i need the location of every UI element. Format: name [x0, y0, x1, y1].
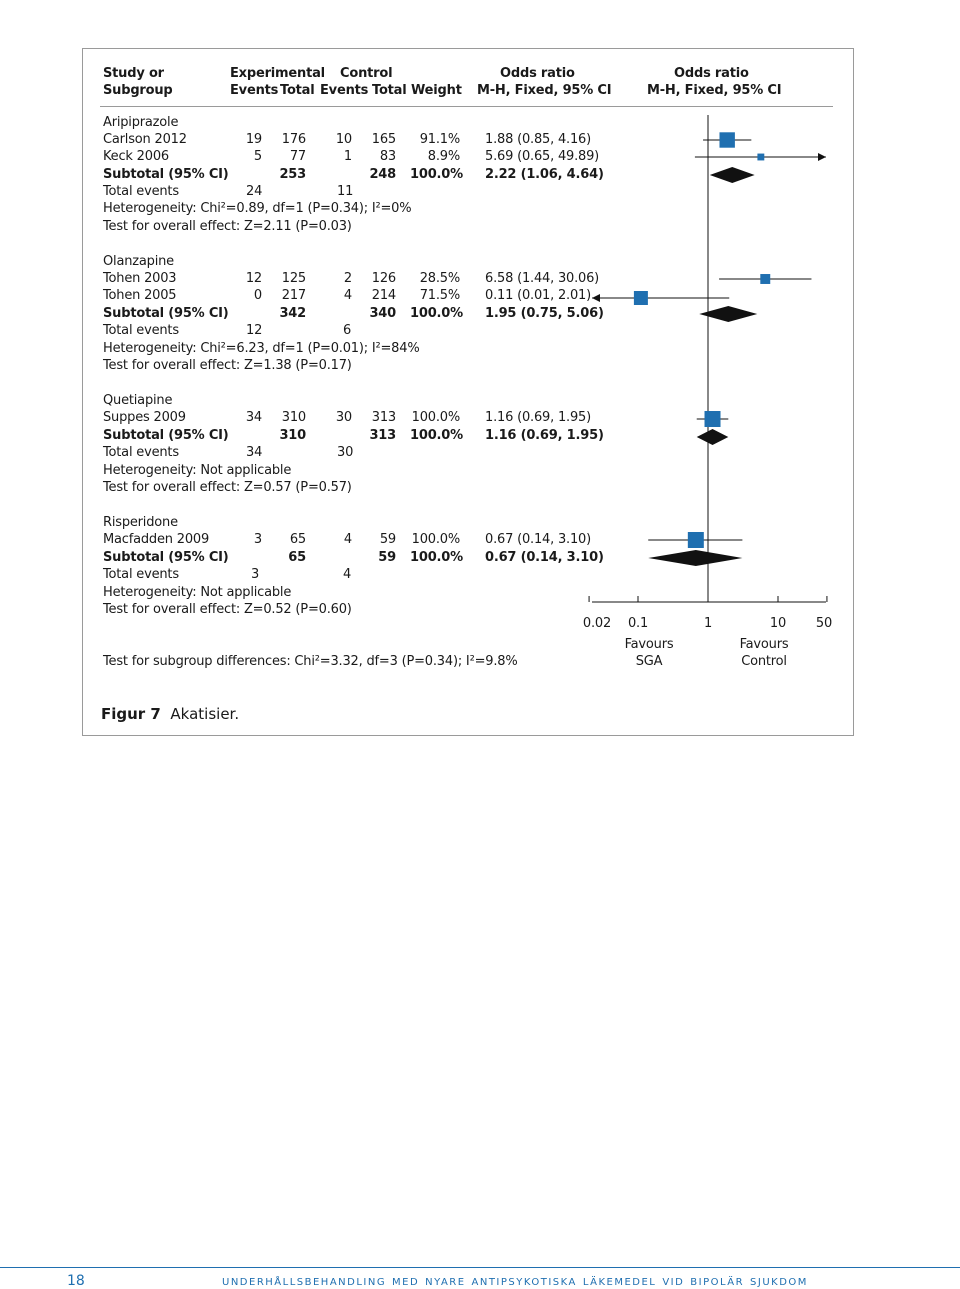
or-ci: 1.88 (0.85, 4.16)	[485, 132, 591, 147]
study-marker	[705, 411, 721, 427]
header-exp-events: Events	[230, 83, 279, 98]
subtotal-ci: 2.22 (1.06, 4.64)	[485, 167, 604, 182]
header-or-sub-2: M-H, Fixed, 95% CI	[647, 83, 782, 98]
exp-events: 19	[245, 132, 262, 147]
x-tick-label: 0.02	[582, 616, 612, 631]
subtotal-exp-total: 342	[279, 306, 306, 321]
total-events-exp: 34	[246, 445, 263, 460]
favours-right-line2: Control	[741, 654, 787, 669]
subtotal-ctrl-total: 248	[369, 167, 396, 182]
total-events-exp: 24	[246, 184, 263, 199]
overall-effect: Test for overall effect: Z=2.11 (P=0.03)	[103, 219, 352, 234]
subtotal-weight: 100.0%	[410, 167, 463, 182]
running-title: underhållsbehandling med nyare antipsykotiska läkemedel vid bipolär sjukdom	[222, 1273, 808, 1289]
study-name: Tohen 2003	[103, 271, 177, 286]
ctrl-total: 126	[371, 271, 396, 286]
weight: 100.0%	[411, 532, 460, 547]
or-ci: 0.11 (0.01, 2.01)	[485, 288, 591, 303]
subtotal-ctrl-total: 59	[378, 550, 396, 565]
header-or-sub-1: M-H, Fixed, 95% CI	[477, 83, 612, 98]
ctrl-events: 4	[343, 288, 352, 303]
x-tick-label: 1	[703, 616, 713, 631]
page-number: 18	[67, 1273, 85, 1289]
x-tick-label: 50	[815, 616, 833, 631]
figure-caption-text: Akatisier.	[170, 705, 240, 723]
study-name: Macfadden 2009	[103, 532, 210, 547]
ctrl-events: 1	[343, 149, 352, 164]
study-name: Carlson 2012	[103, 132, 187, 147]
total-events-label: Total events	[103, 184, 179, 199]
total-events-ctrl: 4	[343, 567, 352, 582]
study-name: Keck 2006	[103, 149, 169, 164]
figure-caption	[101, 705, 239, 723]
subtotal-exp-total: 310	[279, 428, 306, 443]
ci-arrow-left	[592, 294, 600, 302]
exp-total: 176	[281, 132, 306, 147]
ctrl-events: 30	[335, 410, 352, 425]
weight: 100.0%	[411, 410, 460, 425]
weight: 8.9%	[427, 149, 460, 164]
subtotal-ci: 0.67 (0.14, 3.10)	[485, 550, 604, 565]
group-name: Quetiapine	[103, 393, 173, 408]
study-name: Tohen 2005	[103, 288, 177, 303]
total-events-label: Total events	[103, 445, 179, 460]
header-or-title-2: Odds ratio	[674, 66, 749, 81]
exp-total: 77	[289, 149, 306, 164]
subtotal-weight: 100.0%	[410, 550, 463, 565]
weight: 91.1%	[419, 132, 460, 147]
total-events-exp: 12	[246, 323, 263, 338]
figure-label: Figur 7	[101, 705, 161, 723]
subtotal-ctrl-total: 340	[369, 306, 396, 321]
subtotal-ctrl-total: 313	[369, 428, 396, 443]
header-experimental: Experimental	[230, 66, 325, 81]
ctrl-total: 59	[379, 532, 396, 547]
subtotal-ci: 1.16 (0.69, 1.95)	[485, 428, 604, 443]
ctrl-events: 10	[335, 132, 352, 147]
header-weight: Weight	[411, 83, 462, 98]
subtotal-diamond	[697, 429, 729, 445]
subtotal-diamond	[648, 550, 742, 566]
exp-events: 3	[253, 532, 262, 547]
total-events-ctrl: 6	[343, 323, 352, 338]
header-ctrl-events: Events	[320, 83, 369, 98]
exp-events: 34	[245, 410, 262, 425]
exp-total: 65	[289, 532, 306, 547]
total-events-label: Total events	[103, 567, 179, 582]
subtotal-weight: 100.0%	[410, 306, 463, 321]
exp-events: 0	[253, 288, 262, 303]
ctrl-total: 313	[371, 410, 396, 425]
total-events-ctrl: 30	[337, 445, 354, 460]
exp-events: 5	[253, 149, 262, 164]
header-or-title-1: Odds ratio	[500, 66, 575, 81]
heterogeneity: Heterogeneity: Chi²=6.23, df=1 (P=0.01); I²=84%	[103, 341, 420, 356]
total-events-label: Total events	[103, 323, 179, 338]
exp-total: 217	[281, 288, 306, 303]
weight: 71.5%	[419, 288, 460, 303]
weight: 28.5%	[419, 271, 460, 286]
or-ci: 5.69 (0.65, 49.89)	[485, 149, 600, 164]
study-name: Suppes 2009	[103, 410, 186, 425]
subtotal-ci: 1.95 (0.75, 5.06)	[485, 306, 604, 321]
footer-rule	[0, 1267, 960, 1268]
subgroup-differences-test: Test for subgroup differences: Chi²=3.32, df=3 (P=0.34); I²=9.8%	[103, 654, 518, 669]
x-tick-label: 0.1	[627, 616, 649, 631]
ctrl-total: 83	[379, 149, 396, 164]
x-tick-label: 10	[769, 616, 787, 631]
ctrl-events: 4	[343, 532, 352, 547]
study-marker	[719, 132, 734, 147]
study-marker	[760, 274, 770, 284]
heterogeneity: Heterogeneity: Not applicable	[103, 585, 292, 600]
favours-right-line1: Favours	[739, 637, 789, 652]
subtotal-label: Subtotal (95% CI)	[103, 428, 229, 443]
subtotal-weight: 100.0%	[410, 428, 463, 443]
subtotal-exp-total: 65	[288, 550, 306, 565]
header-ctrl-total: Total	[372, 83, 407, 98]
total-events-exp: 3	[251, 567, 260, 582]
or-ci: 0.67 (0.14, 3.10)	[485, 532, 591, 547]
subtotal-label: Subtotal (95% CI)	[103, 306, 229, 321]
group-name: Olanzapine	[103, 254, 174, 269]
subtotal-exp-total: 253	[279, 167, 306, 182]
overall-effect: Test for overall effect: Z=1.38 (P=0.17)	[103, 358, 352, 373]
header-study-or: Study or	[103, 66, 164, 81]
study-marker	[757, 154, 764, 161]
favours-left-line1: Favours	[624, 637, 674, 652]
header-subgroup: Subgroup	[103, 83, 173, 98]
total-events-ctrl: 11	[337, 184, 354, 199]
exp-total: 125	[281, 271, 306, 286]
subtotal-diamond	[710, 167, 755, 183]
heterogeneity: Heterogeneity: Chi²=0.89, df=1 (P=0.34); I²=0%	[103, 201, 412, 216]
group-name: Aripiprazole	[103, 115, 179, 130]
or-ci: 1.16 (0.69, 1.95)	[485, 410, 591, 425]
study-marker	[688, 532, 704, 548]
overall-effect: Test for overall effect: Z=0.57 (P=0.57)	[103, 480, 352, 495]
favours-left-line2: SGA	[635, 654, 663, 669]
ci-arrow-right	[818, 153, 826, 161]
ctrl-total: 214	[371, 288, 396, 303]
header-exp-total: Total	[280, 83, 315, 98]
group-name: Risperidone	[103, 515, 178, 530]
ctrl-events: 2	[343, 271, 352, 286]
exp-events: 12	[245, 271, 262, 286]
exp-total: 310	[281, 410, 306, 425]
ctrl-total: 165	[371, 132, 396, 147]
study-marker	[634, 291, 648, 305]
subtotal-label: Subtotal (95% CI)	[103, 550, 229, 565]
header-control: Control	[340, 66, 393, 81]
overall-effect: Test for overall effect: Z=0.52 (P=0.60)	[103, 602, 352, 617]
or-ci: 6.58 (1.44, 30.06)	[485, 271, 600, 286]
subtotal-label: Subtotal (95% CI)	[103, 167, 229, 182]
heterogeneity: Heterogeneity: Not applicable	[103, 463, 292, 478]
